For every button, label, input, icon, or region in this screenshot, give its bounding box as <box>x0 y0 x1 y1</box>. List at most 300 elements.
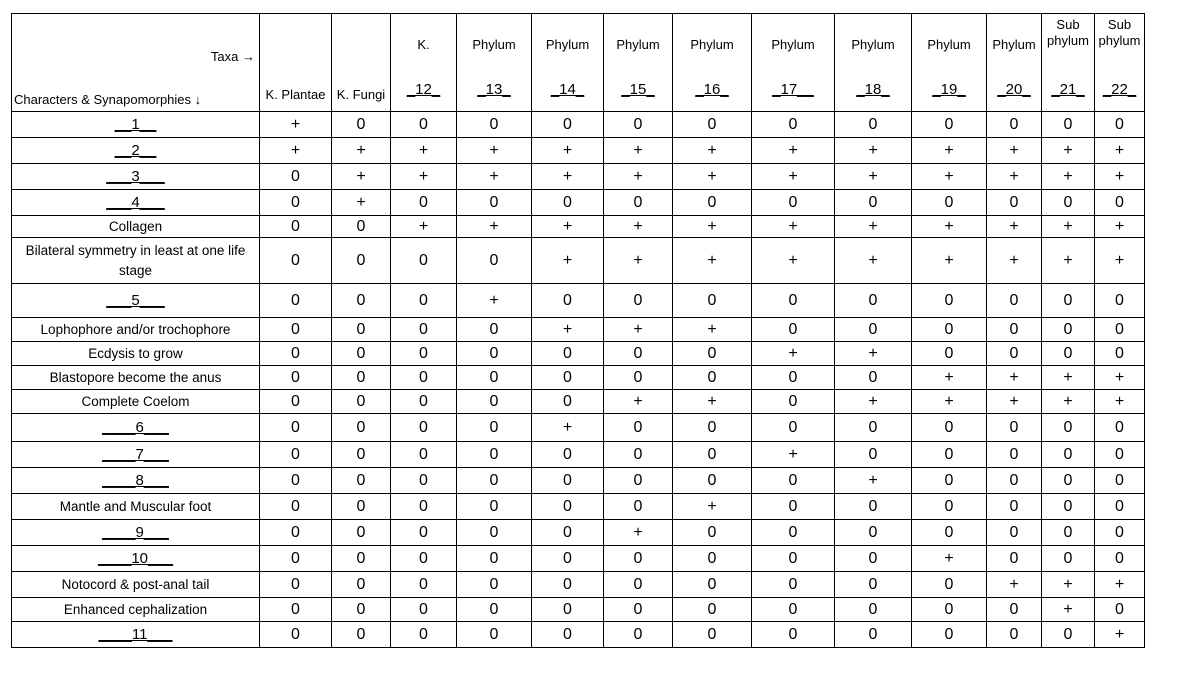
corner-header <box>12 14 260 112</box>
taxon-rank: Phylum <box>472 37 516 52</box>
taxon-header <box>604 14 673 112</box>
value-cell: + <box>532 216 604 238</box>
value-cell: 0 <box>260 190 332 216</box>
header-row <box>12 14 1145 112</box>
taxon-number: _20_ <box>997 81 1031 98</box>
taxon-number: _14_ <box>550 81 585 98</box>
value-cell: + <box>752 164 835 190</box>
value-cell: 0 <box>332 284 391 318</box>
taxon-header <box>332 14 391 112</box>
value-cell: 0 <box>332 546 391 572</box>
value-cell: + <box>673 138 752 164</box>
value-cell: 0 <box>457 442 532 468</box>
value-cell: 0 <box>260 598 332 622</box>
value-cell: 0 <box>752 112 835 138</box>
value-cell: 0 <box>673 572 752 598</box>
value-cell: 0 <box>1095 468 1145 494</box>
value-cell: 0 <box>987 622 1042 648</box>
value-cell: 0 <box>260 572 332 598</box>
value-cell: 0 <box>835 318 912 342</box>
value-cell: + <box>1042 598 1095 622</box>
value-cell: + <box>532 164 604 190</box>
value-cell: 0 <box>1095 442 1145 468</box>
table-row <box>12 138 1145 164</box>
value-cell: 0 <box>532 112 604 138</box>
value-cell: 0 <box>1095 494 1145 520</box>
taxon-header <box>532 14 604 112</box>
value-cell: 0 <box>604 366 673 390</box>
value-cell: 0 <box>673 112 752 138</box>
value-cell: 0 <box>673 284 752 318</box>
value-cell: 0 <box>332 112 391 138</box>
value-cell: 0 <box>912 318 987 342</box>
value-cell: 0 <box>332 390 391 414</box>
value-cell: + <box>987 164 1042 190</box>
value-cell: 0 <box>752 546 835 572</box>
value-cell: 0 <box>260 442 332 468</box>
value-cell: 0 <box>912 190 987 216</box>
value-cell: 0 <box>673 622 752 648</box>
value-cell: 0 <box>391 390 457 414</box>
value-cell: 0 <box>1095 414 1145 442</box>
value-cell: + <box>457 284 532 318</box>
value-cell: 0 <box>532 468 604 494</box>
value-cell: 0 <box>752 468 835 494</box>
value-cell: 0 <box>1042 318 1095 342</box>
value-cell: 0 <box>604 442 673 468</box>
taxon-rank: Phylum <box>545 37 590 52</box>
value-cell: + <box>987 390 1042 414</box>
character-label <box>12 520 260 546</box>
character-label: Collagen <box>12 216 260 238</box>
value-cell: + <box>1042 138 1095 164</box>
value-cell: 0 <box>391 238 457 284</box>
taxon-number: _18_ <box>856 81 890 98</box>
value-cell: 0 <box>391 112 457 138</box>
value-cell: + <box>457 216 532 238</box>
taxon-rank: K. <box>417 37 430 52</box>
value-cell: 0 <box>604 414 673 442</box>
value-cell: 0 <box>987 520 1042 546</box>
value-cell: 0 <box>391 342 457 366</box>
taxon-number: _21_ <box>1051 81 1085 98</box>
taxon-rank: Phylum <box>851 37 895 52</box>
value-cell: + <box>1042 164 1095 190</box>
value-cell: + <box>532 414 604 442</box>
value-cell: 0 <box>1042 494 1095 520</box>
value-cell: + <box>673 318 752 342</box>
table-row <box>12 414 1145 442</box>
value-cell: 0 <box>1042 342 1095 366</box>
value-cell: 0 <box>987 442 1042 468</box>
value-cell: 0 <box>1042 520 1095 546</box>
value-cell: + <box>752 238 835 284</box>
value-cell: + <box>1095 238 1145 284</box>
character-label: Lophophore and/or trochophore <box>12 318 260 342</box>
character-label <box>12 190 260 216</box>
value-cell: 0 <box>532 520 604 546</box>
value-cell: 0 <box>752 598 835 622</box>
value-cell: 0 <box>604 546 673 572</box>
value-cell: 0 <box>332 520 391 546</box>
blank-character: __2__ <box>114 142 157 159</box>
value-cell: + <box>457 164 532 190</box>
value-cell: + <box>332 138 391 164</box>
value-cell: 0 <box>532 546 604 572</box>
value-cell: 0 <box>987 468 1042 494</box>
value-cell: 0 <box>835 190 912 216</box>
value-cell: 0 <box>260 468 332 494</box>
value-cell: 0 <box>604 622 673 648</box>
table-row <box>12 318 1145 342</box>
value-cell: + <box>391 216 457 238</box>
table-row <box>12 284 1145 318</box>
value-cell: 0 <box>391 546 457 572</box>
value-cell: 0 <box>332 318 391 342</box>
character-label: Bilateral symmetry in least at one life stage <box>12 238 260 284</box>
value-cell: 0 <box>260 342 332 366</box>
blank-character: ____10___ <box>97 550 174 567</box>
value-cell: 0 <box>673 190 752 216</box>
value-cell: + <box>1042 238 1095 284</box>
taxon-number: _16_ <box>695 81 729 98</box>
blank-character: ____8___ <box>102 472 169 489</box>
value-cell: + <box>532 138 604 164</box>
blank-character: __1__ <box>114 116 157 133</box>
blank-character: ____6___ <box>102 419 169 436</box>
value-cell: 0 <box>835 284 912 318</box>
table-row <box>12 546 1145 572</box>
blank-character: ____11___ <box>98 626 173 643</box>
value-cell: + <box>604 318 673 342</box>
value-cell: 0 <box>752 366 835 390</box>
taxon-number: _19_ <box>932 81 966 98</box>
value-cell: 0 <box>835 366 912 390</box>
value-cell: + <box>604 520 673 546</box>
value-cell: 0 <box>604 572 673 598</box>
value-cell: + <box>987 216 1042 238</box>
value-cell: 0 <box>1095 318 1145 342</box>
taxon-rank: Phylum <box>927 37 971 52</box>
table-row <box>12 598 1145 622</box>
value-cell: 0 <box>457 546 532 572</box>
value-cell: 0 <box>673 598 752 622</box>
value-cell: + <box>752 342 835 366</box>
character-label <box>12 138 260 164</box>
character-label <box>12 112 260 138</box>
value-cell: 0 <box>604 598 673 622</box>
value-cell: 0 <box>260 622 332 648</box>
value-cell: + <box>987 138 1042 164</box>
blank-character: ____7___ <box>102 446 169 463</box>
taxon-header <box>457 14 532 112</box>
value-cell: 0 <box>532 598 604 622</box>
value-cell: + <box>1095 622 1145 648</box>
character-label: Enhanced cephalization <box>12 598 260 622</box>
value-cell: + <box>835 138 912 164</box>
value-cell: + <box>532 238 604 284</box>
taxon-rank: Phylum <box>616 37 660 52</box>
value-cell: + <box>835 238 912 284</box>
value-cell: 0 <box>457 598 532 622</box>
table-row <box>12 622 1145 648</box>
character-label: Complete Coelom <box>12 390 260 414</box>
taxon-number: _15_ <box>621 81 655 98</box>
character-label <box>12 164 260 190</box>
value-cell: 0 <box>260 164 332 190</box>
value-cell: 0 <box>532 190 604 216</box>
table-row <box>12 112 1145 138</box>
value-cell: 0 <box>332 366 391 390</box>
character-label <box>12 622 260 648</box>
value-cell: + <box>1095 138 1145 164</box>
value-cell: 0 <box>835 494 912 520</box>
value-cell: 0 <box>332 468 391 494</box>
value-cell: 0 <box>604 284 673 318</box>
value-cell: 0 <box>1095 190 1145 216</box>
taxa-label: Taxa → <box>210 49 255 64</box>
value-cell: 0 <box>835 414 912 442</box>
value-cell: 0 <box>332 238 391 284</box>
value-cell: + <box>457 138 532 164</box>
value-cell: 0 <box>260 414 332 442</box>
value-cell: 0 <box>391 284 457 318</box>
table-row <box>12 238 1145 284</box>
value-cell: + <box>1042 216 1095 238</box>
value-cell: 0 <box>987 190 1042 216</box>
value-cell: 0 <box>835 442 912 468</box>
value-cell: 0 <box>457 468 532 494</box>
taxon-header <box>987 14 1042 112</box>
value-cell: 0 <box>912 494 987 520</box>
taxon-number: _17__ <box>772 81 814 98</box>
value-cell: 0 <box>457 414 532 442</box>
blank-character: ___5___ <box>106 292 165 309</box>
value-cell: 0 <box>912 622 987 648</box>
value-cell: 0 <box>673 414 752 442</box>
value-cell: 0 <box>532 494 604 520</box>
value-cell: + <box>1095 572 1145 598</box>
value-cell: + <box>673 238 752 284</box>
value-cell: 0 <box>752 390 835 414</box>
value-cell: + <box>673 494 752 520</box>
value-cell: 0 <box>457 342 532 366</box>
value-cell: 0 <box>604 494 673 520</box>
value-cell: + <box>391 138 457 164</box>
value-cell: 0 <box>912 572 987 598</box>
value-cell: + <box>1095 216 1145 238</box>
value-cell: 0 <box>1042 622 1095 648</box>
value-cell: 0 <box>260 216 332 238</box>
value-cell: + <box>752 216 835 238</box>
value-cell: 0 <box>332 414 391 442</box>
value-cell: 0 <box>391 598 457 622</box>
value-cell: 0 <box>752 190 835 216</box>
taxon-header <box>835 14 912 112</box>
value-cell: + <box>1095 390 1145 414</box>
value-cell: + <box>835 390 912 414</box>
value-cell: 0 <box>532 442 604 468</box>
value-cell: + <box>604 216 673 238</box>
characters-label: Characters & Synapomorphies ↓ <box>14 92 202 107</box>
value-cell: 0 <box>332 216 391 238</box>
value-cell: 0 <box>332 598 391 622</box>
value-cell: + <box>987 572 1042 598</box>
value-cell: 0 <box>835 546 912 572</box>
taxon-rank: Phylum <box>771 37 815 52</box>
value-cell: 0 <box>391 414 457 442</box>
table-row <box>12 366 1145 390</box>
value-cell: 0 <box>457 572 532 598</box>
taxon-number: _22_ <box>1102 81 1137 98</box>
taxon-rank: Sub phylum <box>1098 17 1141 48</box>
taxon-rank: Sub phylum <box>1047 17 1089 48</box>
value-cell: 0 <box>332 342 391 366</box>
taxon-rank: Phylum <box>690 37 734 52</box>
value-cell: 0 <box>1042 284 1095 318</box>
value-cell: + <box>912 238 987 284</box>
value-cell: 0 <box>532 284 604 318</box>
value-cell: 0 <box>912 520 987 546</box>
table-row <box>12 442 1145 468</box>
value-cell: 0 <box>457 494 532 520</box>
value-cell: 0 <box>260 238 332 284</box>
blank-character: ___3___ <box>106 168 165 185</box>
character-label: Mantle and Muscular foot <box>12 494 260 520</box>
value-cell: + <box>835 468 912 494</box>
value-cell: 0 <box>332 572 391 598</box>
value-cell: 0 <box>752 572 835 598</box>
value-cell: 0 <box>391 520 457 546</box>
value-cell: 0 <box>1042 468 1095 494</box>
value-cell: 0 <box>260 284 332 318</box>
blank-character: ___4___ <box>106 194 165 211</box>
value-cell: + <box>1042 366 1095 390</box>
value-cell: 0 <box>912 442 987 468</box>
taxon-rank: Phylum <box>992 37 1036 52</box>
value-cell: 0 <box>912 468 987 494</box>
value-cell: 0 <box>673 468 752 494</box>
value-cell: + <box>332 190 391 216</box>
value-cell: 0 <box>987 546 1042 572</box>
character-label: Blastopore become the anus <box>12 366 260 390</box>
value-cell: 0 <box>987 112 1042 138</box>
value-cell: 0 <box>673 546 752 572</box>
value-cell: + <box>673 216 752 238</box>
value-cell: + <box>260 112 332 138</box>
value-cell: + <box>260 138 332 164</box>
value-cell: + <box>912 138 987 164</box>
taxon-number: _12_ <box>406 81 441 98</box>
value-cell: 0 <box>391 572 457 598</box>
value-cell: + <box>752 138 835 164</box>
value-cell: 0 <box>673 366 752 390</box>
value-cell: 0 <box>912 284 987 318</box>
value-cell: 0 <box>752 622 835 648</box>
taxon-header <box>912 14 987 112</box>
value-cell: 0 <box>1095 342 1145 366</box>
value-cell: 0 <box>752 520 835 546</box>
table-row <box>12 190 1145 216</box>
value-cell: 0 <box>987 284 1042 318</box>
value-cell: + <box>987 238 1042 284</box>
taxon-header <box>673 14 752 112</box>
value-cell: 0 <box>391 622 457 648</box>
value-cell: 0 <box>260 546 332 572</box>
value-cell: 0 <box>835 622 912 648</box>
value-cell: 0 <box>835 112 912 138</box>
value-cell: 0 <box>835 520 912 546</box>
value-cell: + <box>604 238 673 284</box>
table-row <box>12 342 1145 366</box>
value-cell: 0 <box>457 112 532 138</box>
table-row <box>12 494 1145 520</box>
value-cell: 0 <box>260 318 332 342</box>
value-cell: 0 <box>260 520 332 546</box>
value-cell: + <box>912 216 987 238</box>
value-cell: 0 <box>457 238 532 284</box>
taxon-name: K. Plantae <box>265 87 326 102</box>
value-cell: 0 <box>835 598 912 622</box>
taxon-number: _13_ <box>477 81 511 98</box>
character-label: Notocord & post-anal tail <box>12 572 260 598</box>
value-cell: 0 <box>1095 520 1145 546</box>
value-cell: + <box>835 342 912 366</box>
value-cell: 0 <box>752 318 835 342</box>
character-label <box>12 546 260 572</box>
value-cell: 0 <box>987 414 1042 442</box>
taxon-header <box>391 14 457 112</box>
value-cell: 0 <box>391 318 457 342</box>
value-cell: + <box>912 390 987 414</box>
taxon-header <box>260 14 332 112</box>
value-cell: + <box>1042 572 1095 598</box>
taxon-name: K. Fungi <box>336 87 386 102</box>
value-cell: + <box>532 318 604 342</box>
value-cell: 0 <box>391 366 457 390</box>
value-cell: 0 <box>1095 546 1145 572</box>
value-cell: + <box>604 390 673 414</box>
value-cell: 0 <box>1042 414 1095 442</box>
value-cell: 0 <box>332 622 391 648</box>
character-label <box>12 442 260 468</box>
value-cell: 0 <box>673 342 752 366</box>
value-cell: 0 <box>987 342 1042 366</box>
value-cell: 0 <box>260 494 332 520</box>
value-cell: 0 <box>912 414 987 442</box>
table-row <box>12 216 1145 238</box>
value-cell: + <box>835 216 912 238</box>
value-cell: 0 <box>604 342 673 366</box>
value-cell: 0 <box>673 442 752 468</box>
taxon-header <box>752 14 835 112</box>
value-cell: 0 <box>752 284 835 318</box>
value-cell: 0 <box>391 442 457 468</box>
value-cell: 0 <box>752 494 835 520</box>
table-row <box>12 390 1145 414</box>
value-cell: 0 <box>457 520 532 546</box>
value-cell: 0 <box>532 572 604 598</box>
table-row <box>12 572 1145 598</box>
value-cell: 0 <box>457 390 532 414</box>
value-cell: + <box>835 164 912 190</box>
value-cell: + <box>673 164 752 190</box>
value-cell: 0 <box>912 112 987 138</box>
value-cell: 0 <box>987 598 1042 622</box>
value-cell: + <box>912 546 987 572</box>
table-row <box>12 520 1145 546</box>
taxon-header <box>1095 14 1145 112</box>
